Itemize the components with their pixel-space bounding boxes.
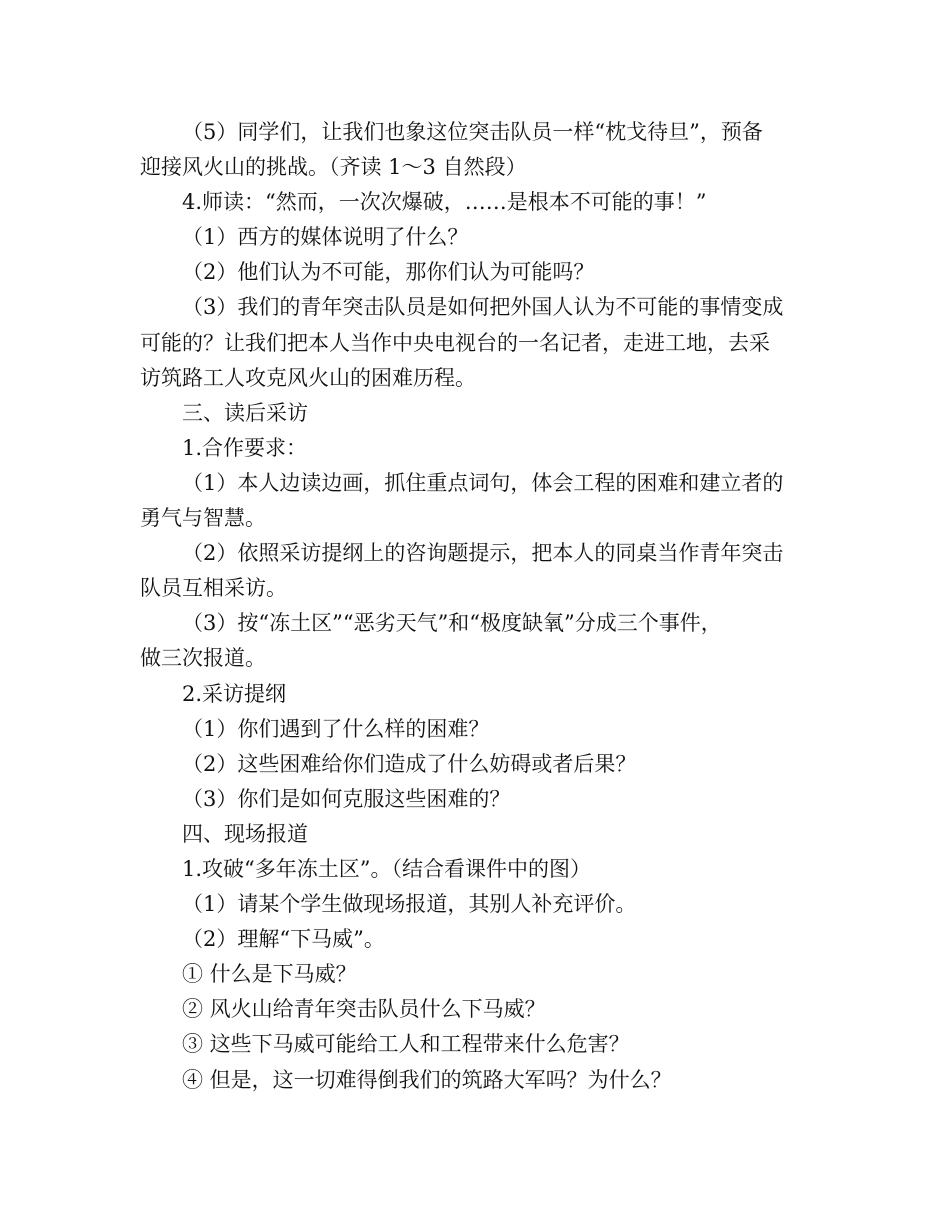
text-line: 四、现场报道 (182, 821, 308, 846)
text-line: （3）按“冻土区”“恶劣天气”和“极度缺氧”分成三个事件， (182, 611, 722, 636)
text-line: 队员互相采访。 (140, 576, 287, 601)
text-line: ③ 这些下马威可能给工人和工程带来什么危害？ (182, 1032, 630, 1057)
text-line: 勇气与智慧。 (140, 506, 266, 531)
text-line: ① 什么是下马威？ (182, 962, 357, 987)
text-line: 迎接风火山的挑战。（齐读 1～3 自然段） (140, 155, 527, 180)
text-line: （1）西方的媒体说明了什么？ (182, 225, 469, 250)
text-line: （1）本人边读边画，抓住重点词句，体会工程的困难和建立者的 (182, 470, 784, 495)
text-line: 做三次报道。 (140, 646, 266, 671)
text-line: （2）理解“下马威”。 (182, 927, 385, 952)
text-line: ④ 但是，这一切难得倒我们的筑路大军吗？为什么？ (182, 1067, 672, 1092)
text-line: 4.师读：“然而，一次次爆破，……是根本不可能的事！” (182, 190, 707, 215)
text-line: （1）你们遇到了什么样的困难？ (182, 716, 490, 741)
text-line: （2）这些困难给你们造成了什么妨碍或者后果？ (182, 751, 637, 776)
text-line: 2.采访提纲 (182, 681, 287, 706)
text-line: （1）请某个学生做现场报道，其别人补充评价。 (182, 892, 637, 917)
text-line: （2）依照采访提纲上的咨询题提示，把本人的同桌当作青年突击 (182, 541, 784, 566)
text-line: 三、读后采访 (182, 400, 308, 425)
text-line: 1.合作要求： (182, 435, 308, 460)
text-line: （3）我们的青年突击队员是如何把外国人认为不可能的事情变成 (182, 295, 784, 320)
text-line: ② 风火山给青年突击队员什么下马威？ (182, 997, 546, 1022)
text-line: 1.攻破“多年冻土区”。（结合看课件中的图） (182, 856, 592, 881)
text-line: （3）你们是如何克服这些困难的？ (182, 786, 511, 811)
document-body (140, 115, 812, 1098)
text-line: （2）他们认为不可能，那你们认为可能吗？ (182, 260, 595, 285)
text-line: 可能的？让我们把本人当作中央电视台的一名记者，走进工地，去采 (140, 330, 770, 355)
text-line: 访筑路工人攻克风火山的困难历程。 (140, 365, 476, 390)
text-line: （5）同学们，让我们也象这位突击队员一样“枕戈待旦”，预备 (182, 120, 763, 144)
